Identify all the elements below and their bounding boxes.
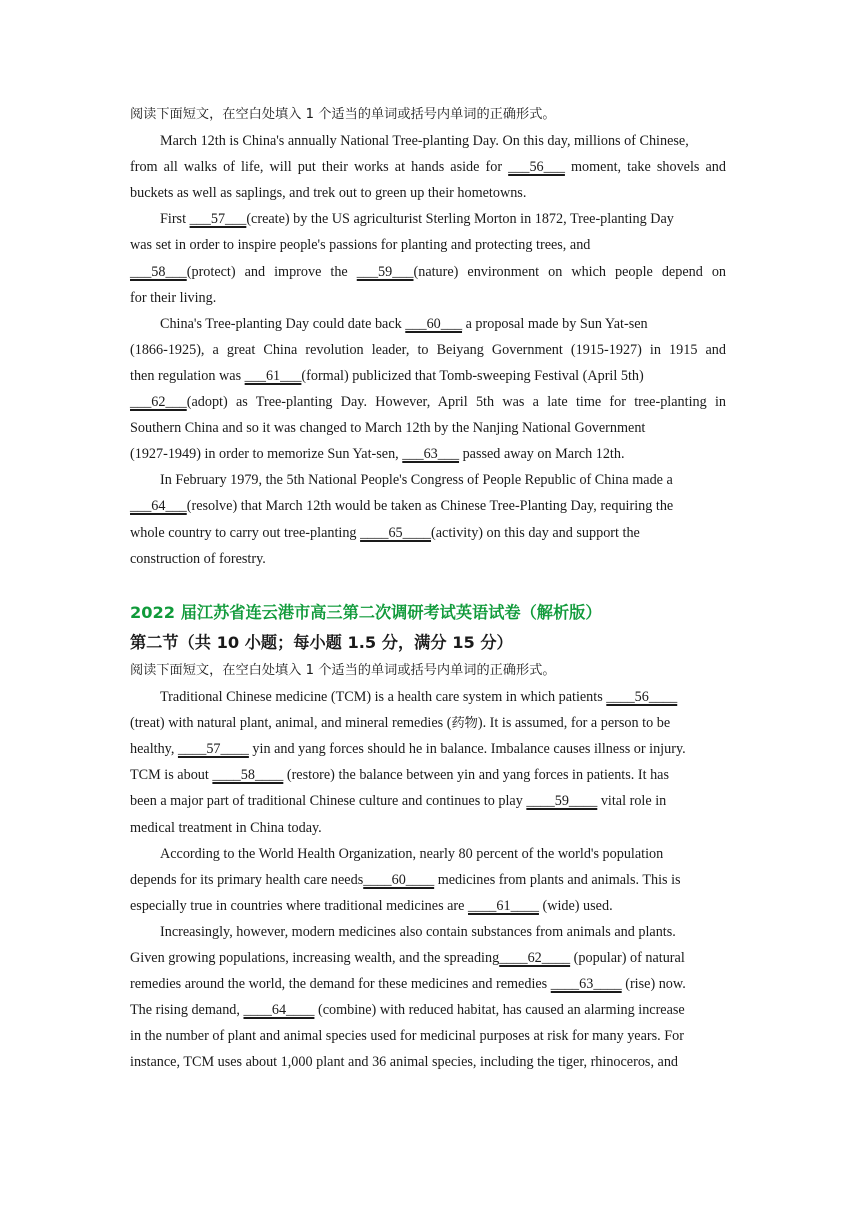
passage1-line: whole country to carry out tree-planting ____65____(activity) on this day and support the (130, 524, 640, 541)
blank-59: ___59___ (356, 263, 414, 280)
blank-61: ___61___ (244, 367, 302, 384)
passage2-line: Given growing populations, increasing wealth, and the spreading____62____ (popular) of natural (130, 950, 685, 967)
blank-63: ____63____ (550, 976, 622, 993)
passage2-line: instance, TCM uses about 1,000 plant and 36 animal species, including the tiger, rhinoceros, and (130, 1054, 679, 1071)
passage2-line: remedies around the world, the demand for these medicines and remedies ____63____ (rise) now. (130, 976, 686, 993)
passage2-line: healthy, ____57____ yin and yang forces should he in balance. Imbalance causes illness or injury. (130, 741, 686, 758)
passage1-line: First ___57___(create) by the US agriculturist Sterling Morton in 1872, Tree-planting Day (160, 211, 674, 228)
passage1-line: (1866-1925), a great China revolution leader, to Beiyang Government (1915-1927) in 1915 and (130, 341, 726, 358)
passage2-line: Increasingly, however, modern medicines also contain substances from animals and plants. (160, 923, 676, 940)
blank-57: ____57____ (177, 741, 249, 758)
passage1-line: from all walks of life, will put their works at hands aside for ___56___ moment, take shovels and (130, 159, 726, 176)
passage2-line: (treat) with natural plant, animal, and mineral remedies (药物). It is assumed, for a person to be (130, 715, 671, 732)
instruction-text: 阅读下面短文，在空白处填入 1 个适当的单词或括号内单词的正确形式。 (130, 107, 556, 122)
blank-62: ____62____ (499, 950, 571, 967)
passage2-line: especially true in countries where traditional medicines are ____61____ (wide) used. (130, 897, 613, 914)
passage1-line: construction of forestry. (130, 550, 266, 567)
passage2-line: TCM is about ____58____ (restore) the balance between yin and yang forces in patients. It has (130, 767, 669, 784)
passage1-line: then regulation was ___61___(formal) publicized that Tomb-sweeping Festival (April 5th) (130, 367, 644, 384)
passage2-line: Traditional Chinese medicine (TCM) is a health care system in which patients ____56____ (160, 689, 678, 706)
passage2-line: According to the World Health Organization, nearly 80 percent of the world's population (160, 845, 664, 862)
passage1-line: China's Tree-planting Day could date back ___60___ a proposal made by Sun Yat-sen (160, 315, 648, 332)
passage1-line: for their living. (130, 289, 217, 306)
passage1-line: was set in order to inspire people's passions for planting and protecting trees, and (130, 237, 591, 254)
passage1-line: ___62___(adopt) as Tree-planting Day. However, April 5th was a late time for tree-planting in (130, 394, 726, 411)
passage1-line: ___58___(protect) and improve the ___59___(nature) environment on which people depend on (130, 263, 727, 280)
instruction-text: 阅读下面短文，在空白处填入 1 个适当的单词或括号内单词的正确形式。 (130, 662, 556, 678)
blank-60: ___60___ (405, 315, 463, 332)
passage2-line: The rising demand, ____64____ (combine) with reduced habitat, has caused an alarming increase (130, 1002, 685, 1019)
blank-57: ___57___ (189, 211, 247, 228)
exam-title: 2022 届江苏省连云港市高三第二次调研考试英语试卷（解析版） (130, 602, 602, 622)
passage1-line: (1927-1949) in order to memorize Sun Yat-sen, ___63___ passed away on March 12th. (130, 446, 625, 463)
blank-60: ____60____ (363, 871, 435, 888)
blank-56: ____56____ (606, 689, 678, 706)
blank-61: ____61____ (468, 897, 539, 914)
blank-59: ____59____ (526, 793, 598, 810)
passage2-line: medical treatment in China today. (130, 819, 322, 836)
passage2-line: depends for its primary health care needs____60____ medicines from plants and animals. This is (130, 871, 681, 888)
passage1-line: ___64___(resolve) that March 12th would be taken as Chinese Tree-Planting Day, requiring the (130, 498, 674, 515)
section-spacer (130, 572, 726, 598)
blank-65: ____65____ (360, 524, 432, 541)
passage1-line: In February 1979, the 5th National People's Congress of People Republic of China made a (160, 472, 673, 489)
section-subtitle: 第二节（共 10 小题；每小题 1.5 分，满分 15 分） (130, 632, 513, 652)
blank-64: ____64____ (243, 1002, 315, 1019)
blank-62: ___62___ (130, 394, 187, 411)
blank-64: ___64___ (130, 498, 187, 515)
passage2-line: been a major part of traditional Chinese culture and continues to play ____59____ vital role in (130, 793, 667, 810)
passage1-line: Southern China and so it was changed to March 12th by the Nanjing National Government (130, 420, 646, 437)
blank-63: ___63___ (402, 446, 460, 463)
passage2-line: in the number of plant and animal species used for medicinal purposes at risk for many years. For (130, 1028, 684, 1045)
blank-58: ___58___ (130, 263, 187, 280)
document-content (130, 102, 726, 1075)
passage1-line: buckets as well as saplings, and trek out to green up their hometowns. (130, 185, 527, 202)
blank-58: ____58____ (212, 767, 284, 784)
passage1-line: March 12th is China's annually National Tree-planting Day. On this day, millions of Chinese, (160, 133, 689, 150)
blank-56: ___56___ (508, 159, 565, 176)
